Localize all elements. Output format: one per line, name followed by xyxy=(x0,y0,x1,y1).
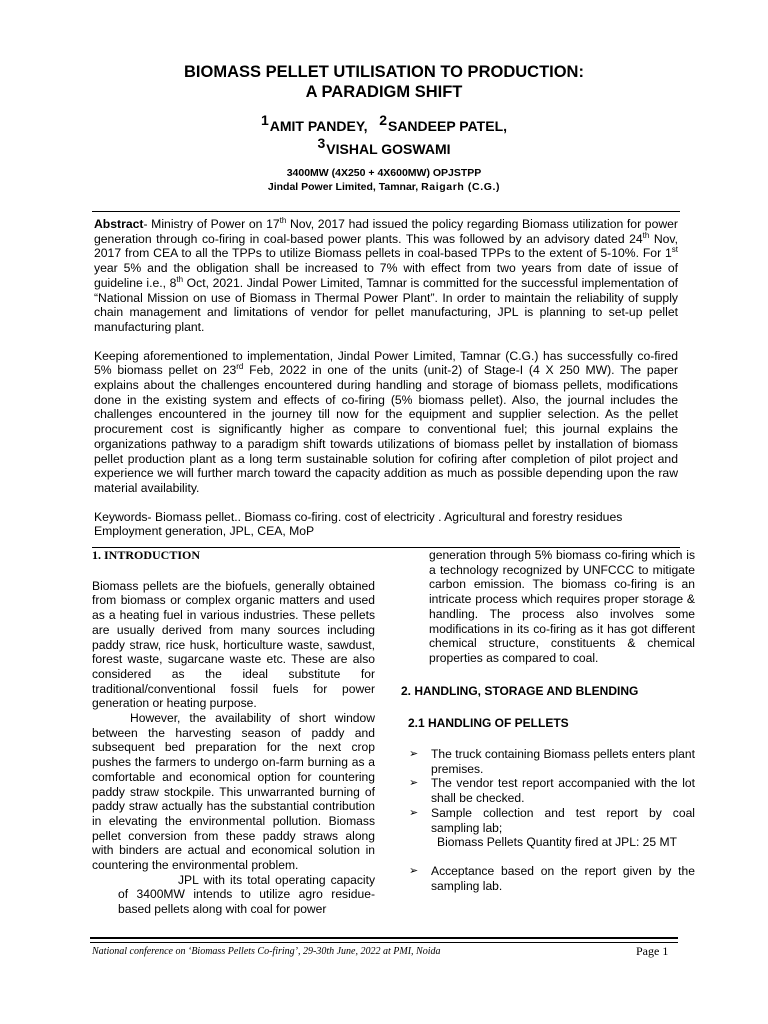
list-item-text: The truck containing Biomass pellets enters plant premises. xyxy=(431,747,695,776)
keywords-line-1: Keywords- Biomass pellet.. Biomass co-firing. cost of electricity . Agricultural and forestry residues xyxy=(94,509,623,524)
intro-paragraph-1: Biomass pellets are the biofuels, generally obtained from biomass or complex organic matters and used as a heating fuel in various industries. These pellets are usually derived from many sources including paddy straw, rice husk, horticulture waste, sawdust, forest waste, sugarcane waste etc. These are also considered as the ideal substitute for traditional/conventional fossil fuels for power generation or heating purpose. xyxy=(92,578,375,711)
handling-list xyxy=(401,747,695,835)
superscript: th xyxy=(642,230,650,240)
abstract-text: Nov, 2017 from CEA to all the TPPs to utilize Biomass pellets in coal-based TPPs to the extent of 5-10%. For 1 xyxy=(94,231,679,261)
list-item-text: Sample collection and test report by coal sampling lab; xyxy=(431,805,695,835)
list-item-text: Acceptance based on the report given by the sampling lab. xyxy=(431,863,695,893)
intro-paragraph-2: However, the availability of short window between the harvesting season of paddy and subsequent bed preparation for the next crop pushes the farmers to undergo on-farm burning as a comfortable and economical option for countering paddy straw stockpile. This unwarranted burning of paddy straw actually has the substantial contribution in elevating the environmental pollution. Biomass pellet conversion from these paddy straws along with binders are actual and economical solution in countering the environmental problem. xyxy=(92,711,375,873)
right-column xyxy=(401,548,695,893)
arrow-bullet-icon: ➢ xyxy=(409,864,419,877)
keywords-line-2: Employment generation, JPL, CEA, MoP xyxy=(94,524,315,539)
authors-line-2 xyxy=(0,135,768,157)
author-2-number: 2 xyxy=(379,112,387,128)
list-item xyxy=(401,806,695,835)
left-column xyxy=(92,548,375,917)
keywords xyxy=(94,510,678,539)
author-3-name: VISHAL GOSWAMI xyxy=(326,141,451,157)
authors-line-1 xyxy=(0,112,768,134)
affiliation-company: Jindal Power Limited, Tamnar, xyxy=(267,181,419,193)
arrow-bullet-icon: ➢ xyxy=(409,748,419,761)
footer-divider xyxy=(90,937,678,943)
abstract-text: Keeping aforementioned to implementation, Jindal Power Limited, Tamnar (C.G.) has successfully co-fired 5% biomass pellet on 23 xyxy=(94,348,678,378)
superscript: th xyxy=(176,274,184,284)
abstract-text: Oct, 2021. Jindal Power Limited, Tamnar is committed for the successful implementation of “National Mission on use of Biomass in Thermal Power Plant”. In order to maintain the reliability of supply chain management and limitations of vendor for pellet manufacturing, JPL is planning to set-up pellet manufacturing plant. xyxy=(94,275,678,334)
superscript: th xyxy=(279,215,287,225)
list-item xyxy=(401,864,695,893)
superscript: rd xyxy=(236,362,244,372)
right-intro-wrapper xyxy=(401,548,695,666)
abstract-paragraph-1 xyxy=(94,217,678,335)
affiliation-line-1: 3400MW (4X250 + 4X600MW) OPJSTPP xyxy=(286,167,482,179)
title-line-2: A PARADIGM SHIFT xyxy=(305,83,463,101)
abstract-text: Feb, 2022 in one of the units (unit-2) of Stage-I (4 X 250 MW). The paper explains about the challenges encountered during handling and storage of biomass pellets, modifications done in the existing system and effects of co-firing (5% biomass pellet). Also, the journal includes the challenges encountered in the journey till now for the equipment and supplier selection. As the pellet procurement cost is significantly higher as compare to conventional fuel; this journal explains the organizations pathway to a paradigm shift towards utilizations of biomass pellet by installation of biomass pellet production plant as a long term sustainable solution for cofiring after completion of pilot project and experience we will further march toward the capacity addition as much as possible depending upon the raw material availability. xyxy=(94,363,679,495)
list-item xyxy=(401,747,695,776)
quantity-note-text: Biomass Pellets Quantity fired at JPL: 25 MT xyxy=(437,835,677,850)
abstract-text: year 5% and the obligation shall be increased to 7% with effect from two years from date of issue of guideline i.e., 8 xyxy=(94,261,678,290)
abstract-box xyxy=(92,211,680,548)
section-2-heading: 2. HANDLING, STORAGE AND BLENDING xyxy=(401,683,639,698)
author-2-name: SANDEEP PATEL, xyxy=(387,118,508,134)
author-3-number: 3 xyxy=(317,135,326,151)
abstract-label: Abstract xyxy=(94,217,144,231)
author-1-number: 1 xyxy=(260,112,269,128)
paper-title xyxy=(0,62,768,102)
handling-list-cont xyxy=(401,864,695,893)
affiliation-line-2 xyxy=(0,180,768,194)
abstract-text: - Ministry of Power on 17 xyxy=(143,217,280,231)
author-1-name: AMIT PANDEY, xyxy=(269,118,368,134)
intro-paragraph-3-wrapper xyxy=(92,873,375,917)
list-item-text: The vendor test report accompanied with the lot shall be checked. xyxy=(431,776,695,806)
page-number: Page 1 xyxy=(636,944,669,958)
arrow-bullet-icon: ➢ xyxy=(409,806,419,819)
intro-paragraph-3: JPL with its total operating capacity of 3400MW intends to utilize agro residue-based pellets along with coal for power xyxy=(118,872,375,917)
arrow-bullet-icon: ➢ xyxy=(409,777,419,790)
affiliation-location: Raigarh (C.G.) xyxy=(421,181,501,193)
abstract-text: Nov, 2017 had issued the policy regarding Biomass utilization for power generation through co-firing in coal-based power plants. This was followed by an advisory dated 24 xyxy=(94,217,678,246)
right-intro-paragraph: generation through 5% biomass co-firing which is a technology recognized by UNFCCC to mitigate carbon emission. The biomass co-firing is an intricate process which requires proper storage & handling. The process also involves some modifications in its co-firing as it has got different chemical structure, constituents & chemical properties as compared to coal. xyxy=(429,548,695,665)
affiliation xyxy=(0,166,768,194)
section-1-heading: 1. INTRODUCTION xyxy=(92,548,201,562)
quantity-note xyxy=(401,835,695,850)
list-item xyxy=(401,776,695,805)
abstract-paragraph-2 xyxy=(94,349,678,496)
superscript: st xyxy=(671,245,678,255)
title-line-1: BIOMASS PELLET UTILISATION TO PRODUCTION: xyxy=(184,63,584,81)
section-2-1-heading: 2.1 HANDLING OF PELLETS xyxy=(408,716,569,731)
footer-conference: National conference on ‘Biomass Pellets Co-firing’, 29-30th June, 2022 at PMI, Noida xyxy=(92,946,441,957)
